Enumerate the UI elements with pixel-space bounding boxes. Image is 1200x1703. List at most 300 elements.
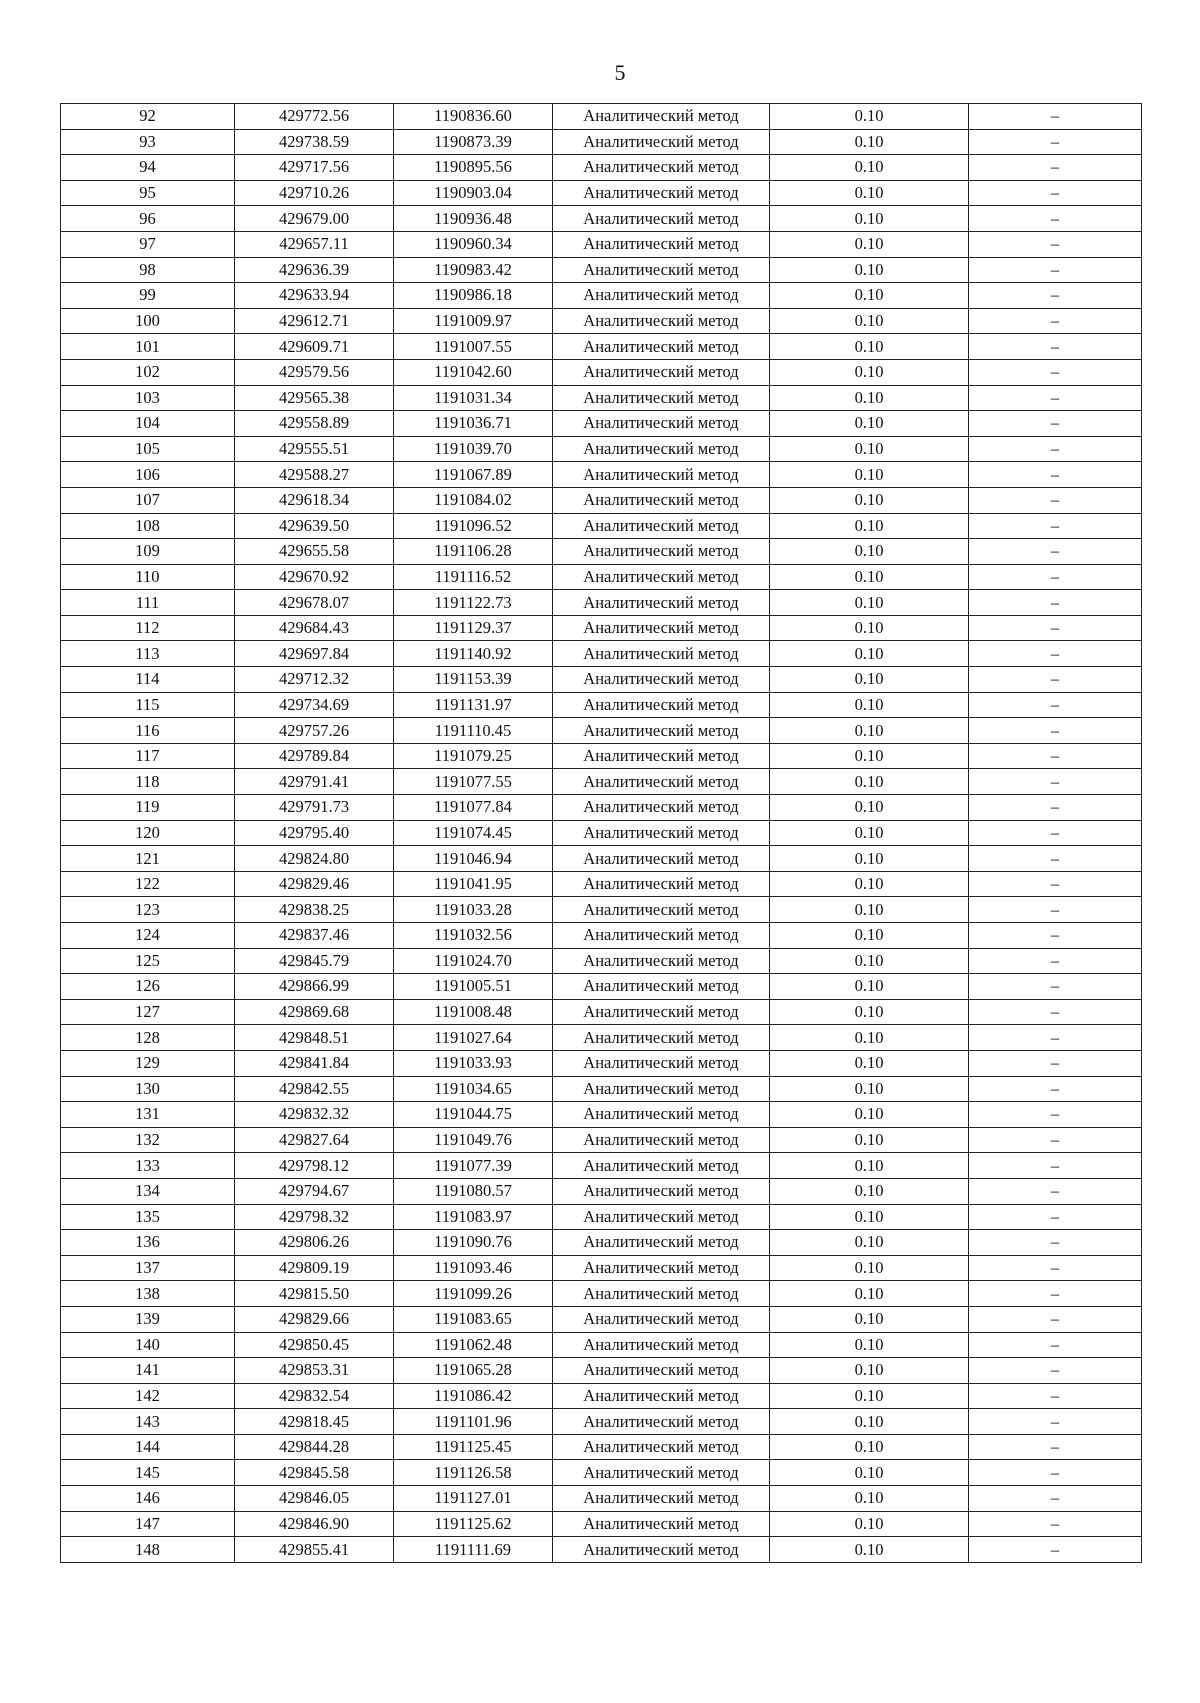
note-cell: – [969,539,1142,565]
y-coordinate-cell: 1191036.71 [394,411,553,437]
y-coordinate-cell: 1191131.97 [394,692,553,718]
table-row [61,590,1142,616]
y-coordinate-cell: 1190895.56 [394,155,553,181]
table-row [61,487,1142,513]
method-cell: Аналитический метод [553,539,770,565]
note-cell: – [969,897,1142,923]
point-number-cell: 146 [61,1486,235,1512]
x-coordinate-cell: 429848.51 [235,1025,394,1051]
y-coordinate-cell: 1191122.73 [394,590,553,616]
point-number-cell: 141 [61,1358,235,1384]
y-coordinate-cell: 1191008.48 [394,999,553,1025]
accuracy-cell: 0.10 [770,1409,969,1435]
accuracy-cell: 0.10 [770,641,969,667]
y-coordinate-cell: 1191077.39 [394,1153,553,1179]
point-number-cell: 139 [61,1306,235,1332]
accuracy-cell: 0.10 [770,436,969,462]
x-coordinate-cell: 429844.28 [235,1434,394,1460]
point-number-cell: 144 [61,1434,235,1460]
note-cell: – [969,231,1142,257]
note-cell: – [969,1050,1142,1076]
method-cell: Аналитический метод [553,513,770,539]
method-cell: Аналитический метод [553,283,770,309]
point-number-cell: 145 [61,1460,235,1486]
note-cell: – [969,1306,1142,1332]
point-number-cell: 132 [61,1127,235,1153]
x-coordinate-cell: 429772.56 [235,104,394,130]
table-row [61,359,1142,385]
y-coordinate-cell: 1191099.26 [394,1281,553,1307]
point-number-cell: 147 [61,1511,235,1537]
table-row [61,462,1142,488]
table-row [61,539,1142,565]
table-row [61,1204,1142,1230]
accuracy-cell: 0.10 [770,667,969,693]
accuracy-cell: 0.10 [770,1127,969,1153]
x-coordinate-cell: 429655.58 [235,539,394,565]
table-row [61,564,1142,590]
table-row [61,411,1142,437]
y-coordinate-cell: 1191034.65 [394,1076,553,1102]
note-cell: – [969,795,1142,821]
x-coordinate-cell: 429846.05 [235,1486,394,1512]
method-cell: Аналитический метод [553,1230,770,1256]
x-coordinate-cell: 429618.34 [235,487,394,513]
y-coordinate-cell: 1191007.55 [394,334,553,360]
accuracy-cell: 0.10 [770,1050,969,1076]
table-row [61,999,1142,1025]
table-row [61,1050,1142,1076]
accuracy-cell: 0.10 [770,257,969,283]
note-cell: – [969,1153,1142,1179]
note-cell: – [969,974,1142,1000]
accuracy-cell: 0.10 [770,590,969,616]
x-coordinate-cell: 429845.58 [235,1460,394,1486]
accuracy-cell: 0.10 [770,539,969,565]
table-row [61,308,1142,334]
x-coordinate-cell: 429846.90 [235,1511,394,1537]
x-coordinate-cell: 429837.46 [235,923,394,949]
method-cell: Аналитический метод [553,129,770,155]
y-coordinate-cell: 1191033.93 [394,1050,553,1076]
y-coordinate-cell: 1191125.62 [394,1511,553,1537]
method-cell: Аналитический метод [553,1332,770,1358]
point-number-cell: 105 [61,436,235,462]
table-row [61,1383,1142,1409]
y-coordinate-cell: 1191079.25 [394,743,553,769]
y-coordinate-cell: 1191116.52 [394,564,553,590]
accuracy-cell: 0.10 [770,487,969,513]
method-cell: Аналитический метод [553,795,770,821]
accuracy-cell: 0.10 [770,359,969,385]
table-row [61,231,1142,257]
table-row [61,257,1142,283]
note-cell: – [969,1358,1142,1384]
accuracy-cell: 0.10 [770,231,969,257]
x-coordinate-cell: 429738.59 [235,129,394,155]
point-number-cell: 106 [61,462,235,488]
method-cell: Аналитический метод [553,769,770,795]
y-coordinate-cell: 1191080.57 [394,1178,553,1204]
accuracy-cell: 0.10 [770,1255,969,1281]
y-coordinate-cell: 1191093.46 [394,1255,553,1281]
table-row [61,692,1142,718]
point-number-cell: 128 [61,1025,235,1051]
x-coordinate-cell: 429612.71 [235,308,394,334]
method-cell: Аналитический метод [553,487,770,513]
accuracy-cell: 0.10 [770,1102,969,1128]
x-coordinate-cell: 429789.84 [235,743,394,769]
point-number-cell: 109 [61,539,235,565]
x-coordinate-cell: 429869.68 [235,999,394,1025]
x-coordinate-cell: 429798.12 [235,1153,394,1179]
y-coordinate-cell: 1191077.55 [394,769,553,795]
note-cell: – [969,411,1142,437]
point-number-cell: 94 [61,155,235,181]
x-coordinate-cell: 429579.56 [235,359,394,385]
accuracy-cell: 0.10 [770,1486,969,1512]
method-cell: Аналитический метод [553,641,770,667]
table-row [61,1409,1142,1435]
accuracy-cell: 0.10 [770,1153,969,1179]
x-coordinate-cell: 429827.64 [235,1127,394,1153]
x-coordinate-cell: 429815.50 [235,1281,394,1307]
table-body [61,104,1142,1563]
point-number-cell: 104 [61,411,235,437]
method-cell: Аналитический метод [553,155,770,181]
accuracy-cell: 0.10 [770,1230,969,1256]
x-coordinate-cell: 429798.32 [235,1204,394,1230]
coordinates-table [60,103,1142,1563]
note-cell: – [969,308,1142,334]
note-cell: – [969,1102,1142,1128]
accuracy-cell: 0.10 [770,1460,969,1486]
x-coordinate-cell: 429866.99 [235,974,394,1000]
y-coordinate-cell: 1191065.28 [394,1358,553,1384]
accuracy-cell: 0.10 [770,1306,969,1332]
x-coordinate-cell: 429679.00 [235,206,394,232]
method-cell: Аналитический метод [553,1358,770,1384]
note-cell: – [969,871,1142,897]
table-row [61,155,1142,181]
accuracy-cell: 0.10 [770,897,969,923]
x-coordinate-cell: 429806.26 [235,1230,394,1256]
method-cell: Аналитический метод [553,206,770,232]
accuracy-cell: 0.10 [770,1076,969,1102]
accuracy-cell: 0.10 [770,795,969,821]
table-row [61,1460,1142,1486]
table-row [61,769,1142,795]
point-number-cell: 99 [61,283,235,309]
method-cell: Аналитический метод [553,897,770,923]
point-number-cell: 101 [61,334,235,360]
x-coordinate-cell: 429636.39 [235,257,394,283]
method-cell: Аналитический метод [553,308,770,334]
note-cell: – [969,180,1142,206]
method-cell: Аналитический метод [553,334,770,360]
method-cell: Аналитический метод [553,999,770,1025]
note-cell: – [969,334,1142,360]
method-cell: Аналитический метод [553,615,770,641]
point-number-cell: 143 [61,1409,235,1435]
y-coordinate-cell: 1190936.48 [394,206,553,232]
note-cell: – [969,1537,1142,1563]
point-number-cell: 125 [61,948,235,974]
accuracy-cell: 0.10 [770,1281,969,1307]
y-coordinate-cell: 1191090.76 [394,1230,553,1256]
accuracy-cell: 0.10 [770,308,969,334]
note-cell: – [969,1076,1142,1102]
table-row [61,667,1142,693]
note-cell: – [969,948,1142,974]
accuracy-cell: 0.10 [770,718,969,744]
point-number-cell: 138 [61,1281,235,1307]
note-cell: – [969,1178,1142,1204]
note-cell: – [969,1460,1142,1486]
table-row [61,334,1142,360]
y-coordinate-cell: 1191031.34 [394,385,553,411]
point-number-cell: 111 [61,590,235,616]
x-coordinate-cell: 429853.31 [235,1358,394,1384]
table-row [61,1025,1142,1051]
x-coordinate-cell: 429829.46 [235,871,394,897]
point-number-cell: 121 [61,846,235,872]
y-coordinate-cell: 1191005.51 [394,974,553,1000]
accuracy-cell: 0.10 [770,104,969,130]
x-coordinate-cell: 429558.89 [235,411,394,437]
note-cell: – [969,641,1142,667]
point-number-cell: 108 [61,513,235,539]
point-number-cell: 129 [61,1050,235,1076]
table-row [61,743,1142,769]
accuracy-cell: 0.10 [770,129,969,155]
note-cell: – [969,820,1142,846]
x-coordinate-cell: 429842.55 [235,1076,394,1102]
table-row [61,820,1142,846]
method-cell: Аналитический метод [553,385,770,411]
y-coordinate-cell: 1191024.70 [394,948,553,974]
method-cell: Аналитический метод [553,820,770,846]
point-number-cell: 123 [61,897,235,923]
table-row [61,104,1142,130]
point-number-cell: 116 [61,718,235,744]
y-coordinate-cell: 1191153.39 [394,667,553,693]
method-cell: Аналитический метод [553,1434,770,1460]
table-row [61,974,1142,1000]
point-number-cell: 135 [61,1204,235,1230]
y-coordinate-cell: 1191129.37 [394,615,553,641]
method-cell: Аналитический метод [553,1076,770,1102]
x-coordinate-cell: 429697.84 [235,641,394,667]
note-cell: – [969,257,1142,283]
accuracy-cell: 0.10 [770,180,969,206]
table-row [61,846,1142,872]
table-row [61,1102,1142,1128]
y-coordinate-cell: 1191044.75 [394,1102,553,1128]
point-number-cell: 126 [61,974,235,1000]
x-coordinate-cell: 429555.51 [235,436,394,462]
accuracy-cell: 0.10 [770,513,969,539]
table-row [61,948,1142,974]
accuracy-cell: 0.10 [770,1537,969,1563]
table-row [61,1127,1142,1153]
method-cell: Аналитический метод [553,667,770,693]
y-coordinate-cell: 1190986.18 [394,283,553,309]
y-coordinate-cell: 1191062.48 [394,1332,553,1358]
accuracy-cell: 0.10 [770,334,969,360]
x-coordinate-cell: 429712.32 [235,667,394,693]
accuracy-cell: 0.10 [770,743,969,769]
method-cell: Аналитический метод [553,1025,770,1051]
point-number-cell: 124 [61,923,235,949]
y-coordinate-cell: 1190836.60 [394,104,553,130]
table-row [61,1511,1142,1537]
y-coordinate-cell: 1191074.45 [394,820,553,846]
table-row [61,1153,1142,1179]
x-coordinate-cell: 429829.66 [235,1306,394,1332]
accuracy-cell: 0.10 [770,155,969,181]
table-row [61,1434,1142,1460]
note-cell: – [969,718,1142,744]
y-coordinate-cell: 1191041.95 [394,871,553,897]
table-row [61,1230,1142,1256]
x-coordinate-cell: 429684.43 [235,615,394,641]
table-row [61,1281,1142,1307]
note-cell: – [969,1434,1142,1460]
note-cell: – [969,436,1142,462]
note-cell: – [969,283,1142,309]
method-cell: Аналитический метод [553,1409,770,1435]
table-row [61,1178,1142,1204]
x-coordinate-cell: 429795.40 [235,820,394,846]
point-number-cell: 148 [61,1537,235,1563]
accuracy-cell: 0.10 [770,871,969,897]
note-cell: – [969,487,1142,513]
note-cell: – [969,104,1142,130]
method-cell: Аналитический метод [553,718,770,744]
method-cell: Аналитический метод [553,1050,770,1076]
accuracy-cell: 0.10 [770,283,969,309]
note-cell: – [969,129,1142,155]
point-number-cell: 92 [61,104,235,130]
accuracy-cell: 0.10 [770,1383,969,1409]
x-coordinate-cell: 429657.11 [235,231,394,257]
y-coordinate-cell: 1191106.28 [394,539,553,565]
point-number-cell: 100 [61,308,235,334]
note-cell: – [969,1255,1142,1281]
x-coordinate-cell: 429841.84 [235,1050,394,1076]
table-row [61,1537,1142,1563]
method-cell: Аналитический метод [553,948,770,974]
method-cell: Аналитический метод [553,692,770,718]
y-coordinate-cell: 1191009.97 [394,308,553,334]
y-coordinate-cell: 1191046.94 [394,846,553,872]
method-cell: Аналитический метод [553,1281,770,1307]
x-coordinate-cell: 429855.41 [235,1537,394,1563]
point-number-cell: 118 [61,769,235,795]
accuracy-cell: 0.10 [770,999,969,1025]
point-number-cell: 140 [61,1332,235,1358]
table-row [61,436,1142,462]
point-number-cell: 115 [61,692,235,718]
method-cell: Аналитический метод [553,462,770,488]
note-cell: – [969,564,1142,590]
x-coordinate-cell: 429832.32 [235,1102,394,1128]
y-coordinate-cell: 1190873.39 [394,129,553,155]
note-cell: – [969,155,1142,181]
x-coordinate-cell: 429838.25 [235,897,394,923]
point-number-cell: 95 [61,180,235,206]
note-cell: – [969,1511,1142,1537]
note-cell: – [969,1204,1142,1230]
y-coordinate-cell: 1191033.28 [394,897,553,923]
table-row [61,385,1142,411]
page-number: 5 [614,60,626,85]
y-coordinate-cell: 1191111.69 [394,1537,553,1563]
y-coordinate-cell: 1191127.01 [394,1486,553,1512]
method-cell: Аналитический метод [553,411,770,437]
table-row [61,923,1142,949]
y-coordinate-cell: 1191140.92 [394,641,553,667]
point-number-cell: 114 [61,667,235,693]
note-cell: – [969,743,1142,769]
y-coordinate-cell: 1191126.58 [394,1460,553,1486]
note-cell: – [969,1409,1142,1435]
point-number-cell: 93 [61,129,235,155]
method-cell: Аналитический метод [553,1255,770,1281]
method-cell: Аналитический метод [553,923,770,949]
method-cell: Аналитический метод [553,743,770,769]
y-coordinate-cell: 1191032.56 [394,923,553,949]
x-coordinate-cell: 429791.73 [235,795,394,821]
table-row [61,129,1142,155]
point-number-cell: 122 [61,871,235,897]
point-number-cell: 119 [61,795,235,821]
point-number-cell: 136 [61,1230,235,1256]
y-coordinate-cell: 1191042.60 [394,359,553,385]
note-cell: – [969,385,1142,411]
y-coordinate-cell: 1191083.97 [394,1204,553,1230]
y-coordinate-cell: 1191039.70 [394,436,553,462]
point-number-cell: 96 [61,206,235,232]
table-row [61,180,1142,206]
table-row [61,1486,1142,1512]
table-row [61,1076,1142,1102]
accuracy-cell: 0.10 [770,411,969,437]
y-coordinate-cell: 1191101.96 [394,1409,553,1435]
method-cell: Аналитический метод [553,1102,770,1128]
note-cell: – [969,462,1142,488]
accuracy-cell: 0.10 [770,1332,969,1358]
x-coordinate-cell: 429639.50 [235,513,394,539]
accuracy-cell: 0.10 [770,923,969,949]
method-cell: Аналитический метод [553,1178,770,1204]
note-cell: – [969,1486,1142,1512]
method-cell: Аналитический метод [553,974,770,1000]
method-cell: Аналитический метод [553,1306,770,1332]
accuracy-cell: 0.10 [770,462,969,488]
point-number-cell: 134 [61,1178,235,1204]
table-row [61,513,1142,539]
accuracy-cell: 0.10 [770,385,969,411]
method-cell: Аналитический метод [553,231,770,257]
table-row [61,1358,1142,1384]
method-cell: Аналитический метод [553,590,770,616]
point-number-cell: 98 [61,257,235,283]
table-row [61,897,1142,923]
point-number-cell: 127 [61,999,235,1025]
point-number-cell: 142 [61,1383,235,1409]
